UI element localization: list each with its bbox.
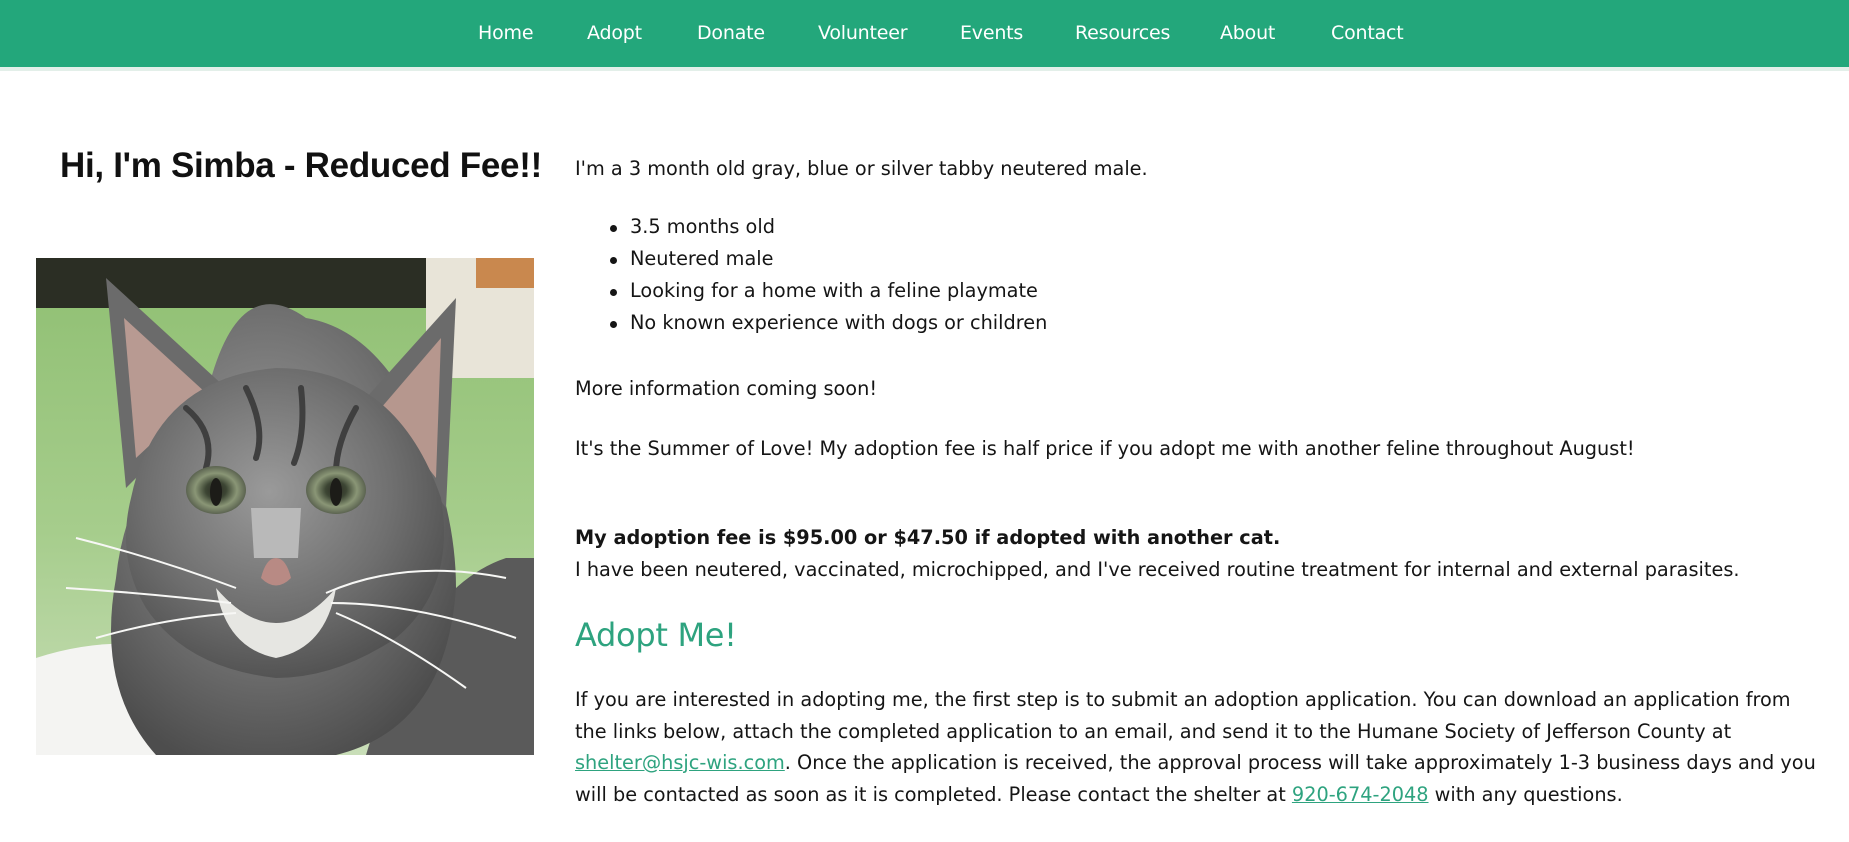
adopt-text-part-2: . Once the application is received, the approval process will take approximately 1-3 business days and you will be contacted as soon as it is completed. Please contact the shelter at bbox=[575, 751, 1816, 806]
nav-adopt[interactable]: Adopt bbox=[587, 22, 642, 44]
more-info-text: More information coming soon! bbox=[575, 377, 878, 400]
adopt-text-part-1: If you are interested in adopting me, the first step is to submit an adoption application. You can download an application from the links below, attach the completed application to an email, and send it to the Humane Society of Jefferson County at bbox=[575, 688, 1791, 743]
list-item: Looking for a home with a feline playmate bbox=[630, 279, 1047, 311]
nav-events[interactable]: Events bbox=[960, 22, 1024, 44]
nav-volunteer[interactable]: Volunteer bbox=[818, 22, 908, 44]
medical-info-text: I have been neutered, vaccinated, microchipped, and I've received routine treatment for internal and external parasites. bbox=[575, 558, 1740, 581]
shelter-email-link[interactable]: shelter@hsjc-wis.com bbox=[575, 751, 785, 774]
summer-promo-text: It's the Summer of Love! My adoption fee is half price if you adopt me with another feline throughout August! bbox=[575, 437, 1635, 460]
pet-intro: I'm a 3 month old gray, blue or silver tabby neutered male. bbox=[575, 157, 1148, 180]
nav-home[interactable]: Home bbox=[478, 22, 534, 44]
list-item: Neutered male bbox=[630, 247, 1047, 279]
adopt-text-part-3: with any questions. bbox=[1428, 782, 1623, 806]
nav-donate[interactable]: Donate bbox=[697, 22, 765, 44]
nav-contact[interactable]: Contact bbox=[1331, 22, 1404, 44]
pet-title: Hi, I'm Simba - Reduced Fee!! bbox=[60, 146, 542, 185]
top-navbar bbox=[0, 0, 1849, 71]
nav-resources[interactable]: Resources bbox=[1075, 22, 1171, 44]
main-nav bbox=[0, 0, 1849, 71]
kitten-photo bbox=[36, 258, 534, 755]
adoption-fee-text: My adoption fee is $95.00 or $47.50 if adopted with another cat. bbox=[575, 526, 1281, 549]
adopt-me-heading: Adopt Me! bbox=[575, 616, 737, 654]
kitten-photo-art bbox=[36, 258, 534, 755]
list-item: No known experience with dogs or children bbox=[630, 311, 1047, 343]
nav-about[interactable]: About bbox=[1220, 22, 1276, 44]
list-item: 3.5 months old bbox=[630, 215, 1047, 247]
shelter-phone-link[interactable]: 920-674-2048 bbox=[1291, 782, 1429, 806]
pet-facts-list bbox=[630, 215, 1047, 343]
adopt-instructions bbox=[575, 684, 1825, 810]
